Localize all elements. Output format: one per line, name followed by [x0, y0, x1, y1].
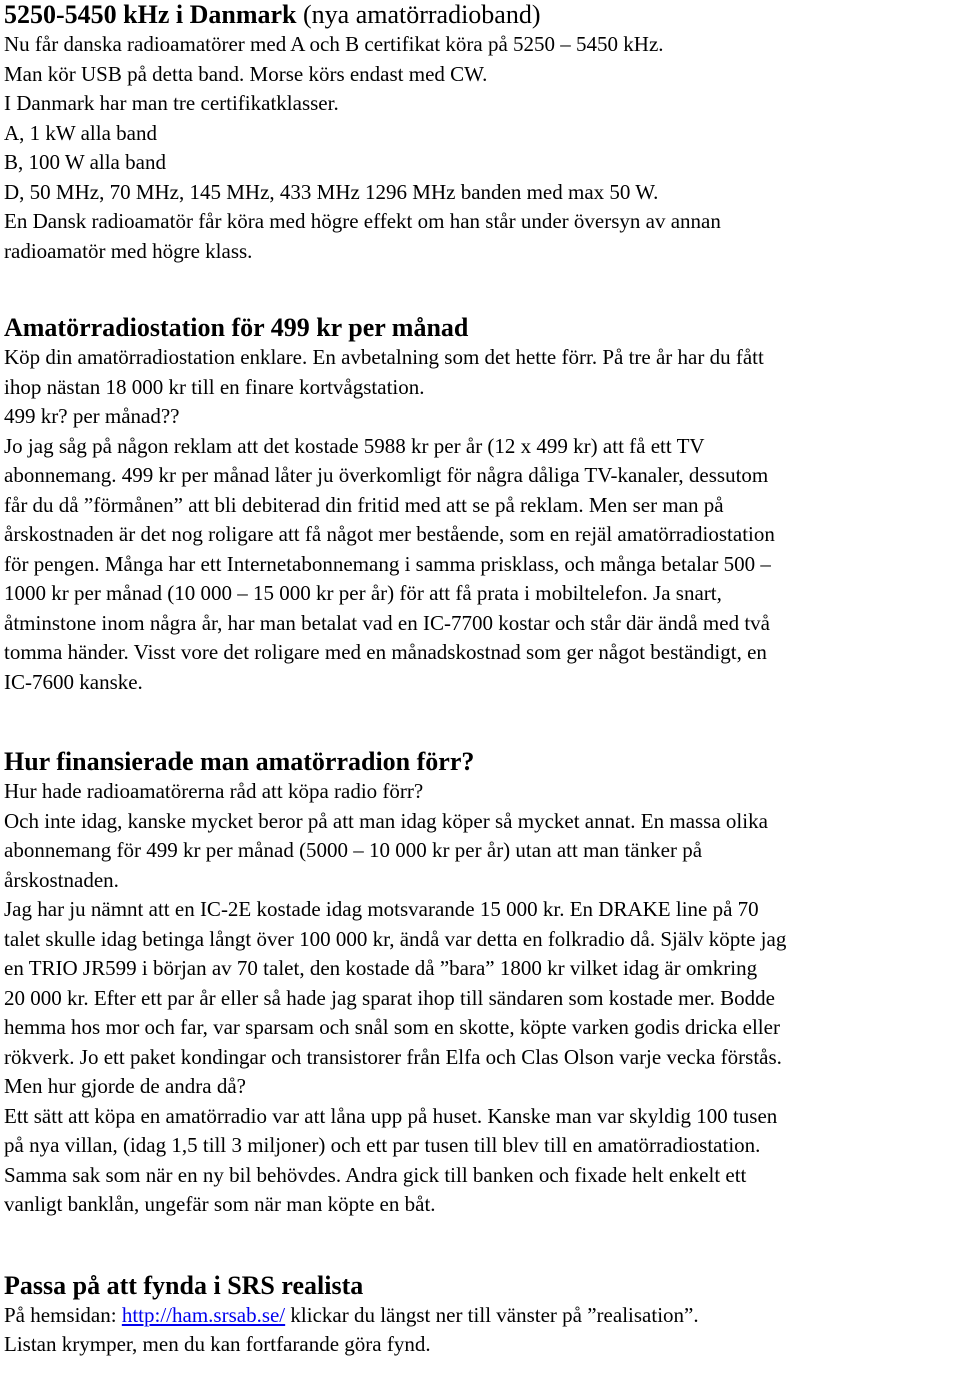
paragraph-line: åtminstone inom några år, har man betalat vad en IC-7700 kostar och står där ändå med två: [4, 610, 770, 635]
paragraph-line: Listan krymper, men du kan fortfarande göra fynd.: [4, 1332, 431, 1356]
paragraph-line: Hur hade radioamatörerna råd att köpa radio förr?: [4, 779, 424, 803]
paragraph-line: vanligt banklån, ungefär som när man köpte en båt.: [4, 1192, 436, 1216]
section-heading-financing: Hur finansierade man amatörradion förr?: [4, 747, 475, 776]
paragraph-line: IC-7600 kanske.: [4, 669, 143, 694]
link-prefix-text: På hemsidan:: [4, 1302, 122, 1327]
section-srs-sale: [4, 1271, 956, 1360]
paragraph-line: Samma sak som när en ny bil behövdes. Andra gick till banken och fixade helt enkelt ett: [4, 1162, 747, 1187]
paragraph-line: 20 000 kr. Efter ett par år eller så hade jag sparat ihop till sändaren som kostade mer. Bodde: [4, 985, 775, 1010]
section-financing-history: [4, 747, 956, 1220]
paragraph-line: radioamatör med högre klass.: [4, 238, 253, 263]
title-rest-part: (nya amatörradioband): [296, 0, 541, 29]
paragraph-line: 499 kr? per månad??: [4, 404, 180, 428]
paragraph-line: Jo jag såg på någon reklam att det kostade 5988 kr per år (12 x 499 kr) att få ett TV: [4, 433, 705, 458]
paragraph-line: årskostnaden är det nog roligare att få något mer bestående, som en rejäl amatörradiostation: [4, 522, 775, 546]
paragraph-line: B, 100 W alla band: [4, 150, 166, 174]
section-denmark-band: [4, 0, 956, 266]
paragraph-line-with-link: [4, 1301, 956, 1331]
paragraph-line: Och inte idag, kanske mycket beror på att man idag köper så mycket annat. En massa olika: [4, 808, 768, 833]
paragraph-line: 1000 kr per månad (10 000 – 15 000 kr per år) för att få prata i mobiltelefon. Ja snart,: [4, 581, 722, 605]
paragraph-line: I Danmark har man tre certifikatklasser.: [4, 91, 339, 115]
paragraph-line: Ett sätt att köpa en amatörradio var att låna upp på huset. Kanske man var skyldig 100 tusen: [4, 1103, 778, 1128]
paragraph-line: talet skulle idag betinga långt över 100 000 kr, ändå var detta en folkradio då. Själv köpte jag: [4, 926, 787, 951]
section-heading-srs-sale: Passa på att fynda i SRS realista: [4, 1270, 364, 1300]
link-suffix-text: klickar du längst ner till vänster på ”realisation”.: [285, 1302, 699, 1327]
paragraph-line: A, 1 kW alla band: [4, 120, 157, 145]
paragraph-line: Nu får danska radioamatörer med A och B certifikat köra på 5250 – 5450 kHz.: [4, 32, 664, 56]
paragraph-line: på nya villan, (idag 1,5 till 3 miljoner) och ett par tusen till blev till en amatörradiostation.: [4, 1133, 761, 1157]
paragraph-line: En Dansk radioamatör får köra med högre effekt om han står under översyn av annan: [4, 209, 721, 233]
paragraph-line: ihop nästan 18 000 kr till en finare kortvågstation.: [4, 374, 425, 399]
paragraph-line: Man kör USB på detta band. Morse körs endast med CW.: [4, 61, 488, 86]
paragraph-line: Jag har ju nämnt att en IC-2E kostade idag motsvarande 15 000 kr. En DRAKE line på 70: [4, 897, 759, 921]
srs-homepage-link[interactable]: http://ham.srsab.se/: [121, 1302, 286, 1327]
section-radio-station-price: [4, 313, 956, 697]
paragraph-line: tomma händer. Visst vore det roligare med en månadskostnad som ger något beständigt, en: [4, 640, 767, 664]
section-title-denmark: [4, 0, 956, 30]
paragraph-line: rökverk. Jo ett paket kondingar och transistorer från Elfa och Clas Olson varje vecka förstås.: [4, 1044, 782, 1069]
paragraph-line: Men hur gjorde de andra då?: [4, 1074, 246, 1098]
section-heading-price: Amatörradiostation för 499 kr per månad: [4, 313, 469, 342]
title-bold-part: 5250-5450 kHz i Danmark: [4, 0, 297, 29]
paragraph-line: abonnemang. 499 kr per månad låter ju överkomligt för några dåliga TV-kanaler, dessutom: [4, 463, 769, 487]
paragraph-line: D, 50 MHz, 70 MHz, 145 MHz, 433 MHz 1296 MHz banden med max 50 W.: [4, 179, 659, 204]
paragraph-line: abonnemang för 499 kr per månad (5000 – 10 000 kr per år) utan att man tänker på: [4, 838, 703, 862]
paragraph-line: en TRIO JR599 i början av 70 talet, den kostade då ”bara” 1800 kr vilket idag är omkring: [4, 956, 758, 980]
paragraph-line: för pengen. Många har ett Internetabonnemang i samma prisklass, och många betalar 500 –: [4, 551, 771, 576]
paragraph-line: får du då ”förmånen” att bli debiterad din fritid med att se på reklam. Men ser man på: [4, 492, 724, 517]
paragraph-line: hemma hos mor och far, var sparsam och snål som en skotte, köpte varken godis dricka eller: [4, 1015, 780, 1039]
paragraph-line: Köp din amatörradiostation enklare. En avbetalning som det hette förr. På tre år har du fått: [4, 345, 764, 369]
paragraph-line: årskostnaden.: [4, 867, 119, 892]
